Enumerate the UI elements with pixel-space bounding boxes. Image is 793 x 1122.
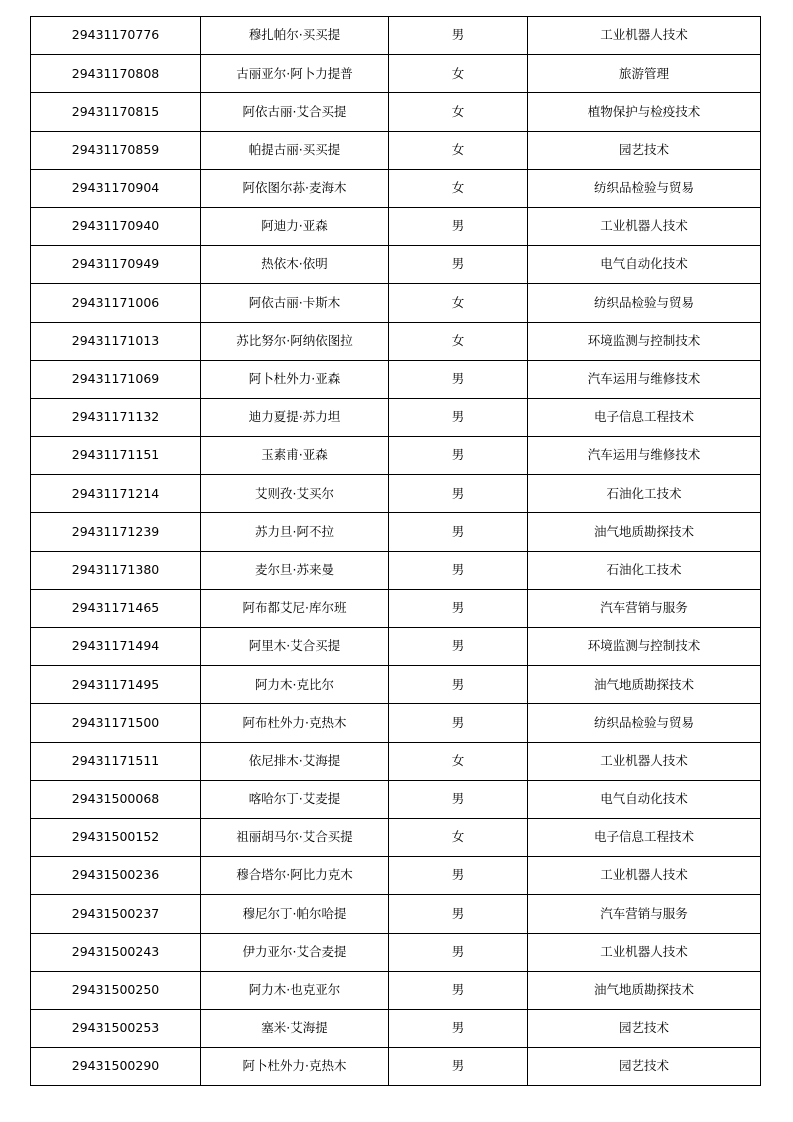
- gender-cell: 男: [389, 17, 528, 55]
- student-name-cell: 阿依古丽·艾合买提: [201, 93, 389, 131]
- exam-number-cell: 29431500237: [31, 895, 201, 933]
- exam-number-cell: 29431171013: [31, 322, 201, 360]
- major-cell: 植物保护与检疫技术: [528, 93, 761, 131]
- exam-number-cell: 29431500068: [31, 780, 201, 818]
- table-row: [31, 857, 761, 895]
- gender-cell: 男: [389, 1009, 528, 1047]
- table-row: [31, 971, 761, 1009]
- table-row: [31, 513, 761, 551]
- student-name-cell: 依尼排木·艾海提: [201, 742, 389, 780]
- gender-cell: 男: [389, 513, 528, 551]
- gender-cell: 男: [389, 704, 528, 742]
- gender-cell: 女: [389, 818, 528, 856]
- table-row: [31, 666, 761, 704]
- exam-number-cell: 29431171151: [31, 437, 201, 475]
- exam-number-cell: 29431170859: [31, 131, 201, 169]
- table-row: [31, 551, 761, 589]
- gender-cell: 男: [389, 1048, 528, 1086]
- student-name-cell: 塞米·艾海提: [201, 1009, 389, 1047]
- student-name-cell: 热依木·依明: [201, 246, 389, 284]
- exam-number-cell: 29431171006: [31, 284, 201, 322]
- student-name-cell: 祖丽胡马尔·艾合买提: [201, 818, 389, 856]
- student-name-cell: 阿布都艾尼·库尔班: [201, 589, 389, 627]
- exam-number-cell: 29431170940: [31, 207, 201, 245]
- major-cell: 工业机器人技术: [528, 17, 761, 55]
- gender-cell: 女: [389, 131, 528, 169]
- table-row: [31, 398, 761, 436]
- student-name-cell: 阿迪力·亚森: [201, 207, 389, 245]
- table-row: [31, 895, 761, 933]
- table-row: [31, 55, 761, 93]
- exam-number-cell: 29431171511: [31, 742, 201, 780]
- major-cell: 园艺技术: [528, 1009, 761, 1047]
- gender-cell: 女: [389, 322, 528, 360]
- major-cell: 纺织品检验与贸易: [528, 704, 761, 742]
- major-cell: 工业机器人技术: [528, 207, 761, 245]
- gender-cell: 男: [389, 857, 528, 895]
- major-cell: 汽车运用与维修技术: [528, 437, 761, 475]
- major-cell: 园艺技术: [528, 131, 761, 169]
- gender-cell: 男: [389, 437, 528, 475]
- gender-cell: 男: [389, 895, 528, 933]
- exam-number-cell: 29431500290: [31, 1048, 201, 1086]
- exam-number-cell: 29431171494: [31, 628, 201, 666]
- table-row: [31, 818, 761, 856]
- student-name-cell: 艾则孜·艾买尔: [201, 475, 389, 513]
- gender-cell: 男: [389, 971, 528, 1009]
- exam-number-cell: 29431500152: [31, 818, 201, 856]
- major-cell: 油气地质勘探技术: [528, 513, 761, 551]
- table-row: [31, 284, 761, 322]
- major-cell: 汽车运用与维修技术: [528, 360, 761, 398]
- exam-number-cell: 29431170808: [31, 55, 201, 93]
- exam-number-cell: 29431171214: [31, 475, 201, 513]
- student-name-cell: 迪力夏提·苏力坦: [201, 398, 389, 436]
- student-name-cell: 阿依古丽·卡斯木: [201, 284, 389, 322]
- table-row: [31, 1048, 761, 1086]
- gender-cell: 男: [389, 398, 528, 436]
- student-roster-table: [30, 16, 761, 1086]
- major-cell: 汽车营销与服务: [528, 589, 761, 627]
- major-cell: 油气地质勘探技术: [528, 666, 761, 704]
- major-cell: 石油化工技术: [528, 551, 761, 589]
- gender-cell: 男: [389, 628, 528, 666]
- student-name-cell: 苏力旦·阿不拉: [201, 513, 389, 551]
- exam-number-cell: 29431170776: [31, 17, 201, 55]
- major-cell: 工业机器人技术: [528, 742, 761, 780]
- gender-cell: 女: [389, 93, 528, 131]
- major-cell: 电气自动化技术: [528, 780, 761, 818]
- gender-cell: 男: [389, 589, 528, 627]
- student-name-cell: 麦尔旦·苏来曼: [201, 551, 389, 589]
- gender-cell: 女: [389, 55, 528, 93]
- table-row: [31, 437, 761, 475]
- student-name-cell: 玉素甫·亚森: [201, 437, 389, 475]
- gender-cell: 男: [389, 780, 528, 818]
- roster-body: [31, 17, 761, 1086]
- student-name-cell: 伊力亚尔·艾合麦提: [201, 933, 389, 971]
- gender-cell: 男: [389, 933, 528, 971]
- major-cell: 电气自动化技术: [528, 246, 761, 284]
- student-name-cell: 阿力木·也克亚尔: [201, 971, 389, 1009]
- student-name-cell: 喀哈尔丁·艾麦提: [201, 780, 389, 818]
- table-row: [31, 131, 761, 169]
- exam-number-cell: 29431171500: [31, 704, 201, 742]
- exam-number-cell: 29431171132: [31, 398, 201, 436]
- major-cell: 旅游管理: [528, 55, 761, 93]
- table-row: [31, 1009, 761, 1047]
- major-cell: 电子信息工程技术: [528, 818, 761, 856]
- student-name-cell: 穆尼尔丁·帕尔哈提: [201, 895, 389, 933]
- exam-number-cell: 29431170815: [31, 93, 201, 131]
- table-row: [31, 475, 761, 513]
- exam-number-cell: 29431500250: [31, 971, 201, 1009]
- major-cell: 环境监测与控制技术: [528, 628, 761, 666]
- student-name-cell: 阿卜杜外力·克热木: [201, 1048, 389, 1086]
- gender-cell: 男: [389, 475, 528, 513]
- table-row: [31, 780, 761, 818]
- table-row: [31, 628, 761, 666]
- exam-number-cell: 29431500243: [31, 933, 201, 971]
- exam-number-cell: 29431171380: [31, 551, 201, 589]
- major-cell: 纺织品检验与贸易: [528, 169, 761, 207]
- major-cell: 电子信息工程技术: [528, 398, 761, 436]
- major-cell: 工业机器人技术: [528, 857, 761, 895]
- student-name-cell: 帕提古丽·买买提: [201, 131, 389, 169]
- gender-cell: 女: [389, 169, 528, 207]
- exam-number-cell: 29431500253: [31, 1009, 201, 1047]
- major-cell: 纺织品检验与贸易: [528, 284, 761, 322]
- student-name-cell: 苏比努尔·阿纳依图拉: [201, 322, 389, 360]
- table-row: [31, 322, 761, 360]
- student-name-cell: 阿布杜外力·克热木: [201, 704, 389, 742]
- table-row: [31, 742, 761, 780]
- exam-number-cell: 29431171495: [31, 666, 201, 704]
- major-cell: 油气地质勘探技术: [528, 971, 761, 1009]
- major-cell: 环境监测与控制技术: [528, 322, 761, 360]
- gender-cell: 女: [389, 284, 528, 322]
- table-row: [31, 704, 761, 742]
- table-row: [31, 93, 761, 131]
- gender-cell: 女: [389, 742, 528, 780]
- gender-cell: 男: [389, 360, 528, 398]
- exam-number-cell: 29431170904: [31, 169, 201, 207]
- student-name-cell: 阿卜杜外力·亚森: [201, 360, 389, 398]
- gender-cell: 男: [389, 207, 528, 245]
- table-row: [31, 360, 761, 398]
- major-cell: 园艺技术: [528, 1048, 761, 1086]
- table-row: [31, 169, 761, 207]
- student-name-cell: 阿里木·艾合买提: [201, 628, 389, 666]
- major-cell: 汽车营销与服务: [528, 895, 761, 933]
- table-row: [31, 207, 761, 245]
- gender-cell: 男: [389, 666, 528, 704]
- table-row: [31, 17, 761, 55]
- major-cell: 工业机器人技术: [528, 933, 761, 971]
- table-row: [31, 589, 761, 627]
- exam-number-cell: 29431500236: [31, 857, 201, 895]
- student-name-cell: 阿依图尔荪·麦海木: [201, 169, 389, 207]
- student-name-cell: 穆合塔尔·阿比力克木: [201, 857, 389, 895]
- exam-number-cell: 29431171465: [31, 589, 201, 627]
- table-row: [31, 933, 761, 971]
- student-name-cell: 阿力木·克比尔: [201, 666, 389, 704]
- gender-cell: 男: [389, 551, 528, 589]
- exam-number-cell: 29431170949: [31, 246, 201, 284]
- table-row: [31, 246, 761, 284]
- exam-number-cell: 29431171069: [31, 360, 201, 398]
- exam-number-cell: 29431171239: [31, 513, 201, 551]
- major-cell: 石油化工技术: [528, 475, 761, 513]
- gender-cell: 男: [389, 246, 528, 284]
- student-name-cell: 穆扎帕尔·买买提: [201, 17, 389, 55]
- student-name-cell: 古丽亚尔·阿卜力提普: [201, 55, 389, 93]
